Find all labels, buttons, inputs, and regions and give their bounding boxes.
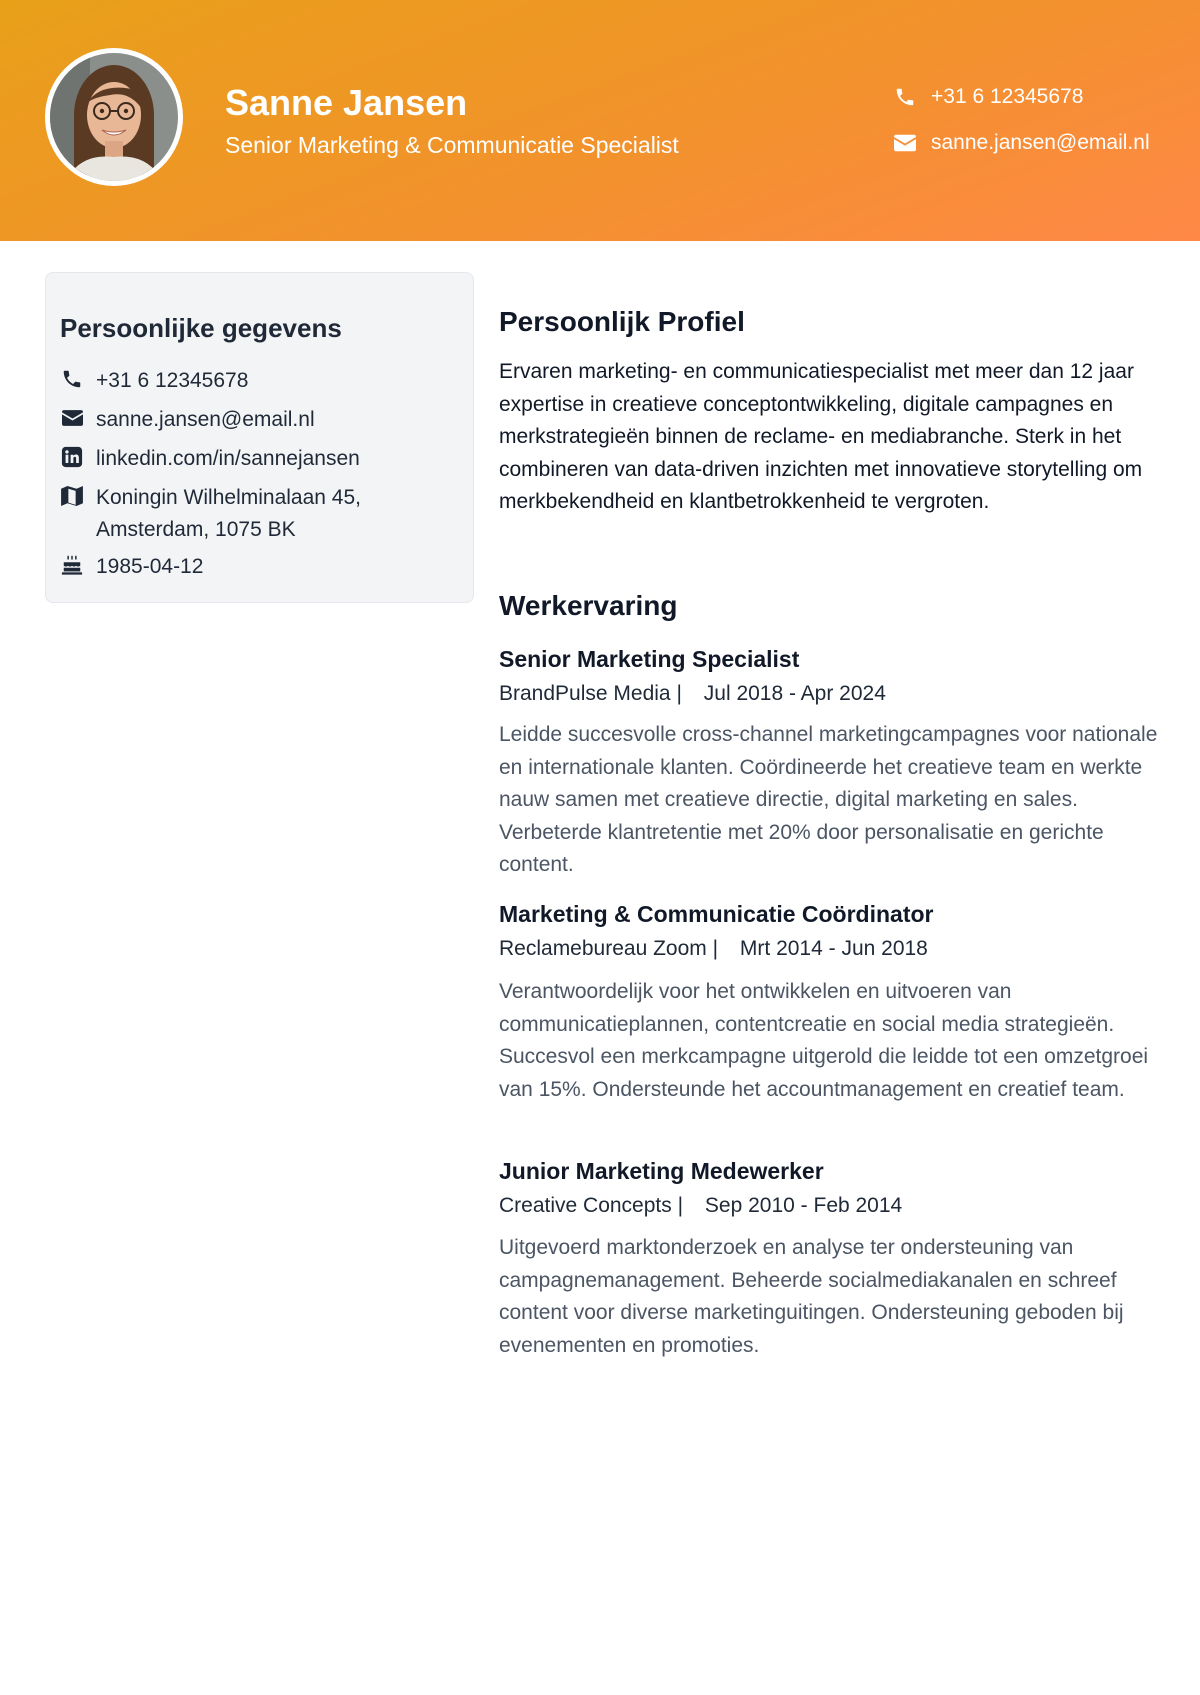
job-meta	[499, 682, 886, 706]
job-period: Sep 2010 - Feb 2014	[704, 1194, 903, 1217]
job-company: Reclamebureau Zoom	[499, 937, 707, 960]
job-company: BrandPulse Media	[499, 682, 671, 705]
envelope-icon	[60, 406, 84, 430]
phone-icon	[893, 85, 917, 109]
header-phone[interactable]	[893, 82, 1083, 112]
header-banner	[0, 0, 1200, 241]
sidebar-linkedin-text: linkedin.com/in/sannejansen	[96, 447, 360, 470]
cake-icon	[60, 553, 84, 577]
avatar	[45, 48, 183, 186]
candidate-name: Sanne Jansen	[225, 82, 468, 123]
candidate-subtitle: Senior Marketing & Communicatie Specialist	[225, 132, 679, 158]
personal-details-title: Persoonlijke gegevens	[60, 313, 342, 343]
linkedin-icon	[60, 445, 84, 469]
profile-text: Ervaren marketing- en communicatiespecialist met meer dan 12 jaar expertise in creatieve conceptontwikkeling, digitale campagnes en merkstrategieën binnen de reclame- en mediabranche. Sterk in het combineren van data-driven inzichten met innovatieve storytelling om merkbekendheid en klantbetrokkenheid te vergroten.	[499, 360, 1143, 513]
header-email-text: sanne.jansen@email.nl	[931, 131, 1150, 154]
header-phone-text: +31 6 12345678	[931, 85, 1084, 108]
job-title: Junior Marketing Medewerker	[499, 1158, 824, 1184]
job-period: Mrt 2014 - Jun 2018	[739, 937, 928, 960]
job-separator: |	[712, 937, 719, 960]
job-separator: |	[676, 682, 682, 705]
map-icon	[60, 484, 84, 508]
job-description: Uitgevoerd marktonderzoek en analyse ter ondersteuning van campagnemanagement. Beheerde socialmediakanalen en schreef content voor diverse marketinguitingen. Ondersteuning geboden bij evenementen en promoties.	[499, 1236, 1124, 1357]
phone-icon	[60, 367, 84, 391]
job-title: Marketing & Communicatie Coördinator	[499, 901, 934, 927]
sidebar-address	[60, 482, 361, 546]
job-description: Verantwoordelijk voor het ontwikkelen en uitvoeren van communicatieplannen, contentcreatie en social media strategieën. Succesvol een merkcampagne uitgerold die leidde tot een omzetgroei van 15%. Ondersteunde het accountmanagement en creatief team.	[499, 980, 1149, 1101]
job-description: Leidde succesvolle cross-channel marketingcampagnes voor nationale en internationale klanten. Coördineerde het creatieve team en werkte nauw samen met creatieve directie, digital marketing en sales. Verbeterde klantretentie met 20% door personalisatie en gerichte content.	[499, 723, 1158, 876]
job-company: Creative Concepts	[499, 1194, 672, 1217]
sidebar-birthdate	[60, 551, 203, 583]
sidebar-email[interactable]	[60, 404, 315, 436]
profile-section-title: Persoonlijk Profiel	[499, 306, 745, 337]
job-meta	[499, 1194, 902, 1218]
envelope-icon	[893, 131, 917, 155]
header-email[interactable]	[893, 128, 1150, 158]
profile-photo	[50, 53, 178, 181]
sidebar-birthdate-text: 1985-04-12	[96, 555, 204, 578]
job-meta	[499, 937, 928, 961]
job-title: Senior Marketing Specialist	[499, 646, 800, 672]
personal-details-card	[45, 272, 474, 603]
sidebar-phone-text: +31 6 12345678	[96, 369, 249, 392]
sidebar-address-line2: Amsterdam, 1075 BK	[96, 518, 296, 541]
job-separator: |	[677, 1194, 684, 1217]
sidebar-email-text: sanne.jansen@email.nl	[96, 408, 315, 431]
job-period: Jul 2018 - Apr 2024	[703, 682, 886, 705]
sidebar-linkedin[interactable]	[60, 443, 360, 475]
sidebar-address-line1: Koningin Wilhelminalaan 45,	[96, 486, 361, 509]
sidebar-phone[interactable]	[60, 365, 248, 397]
experience-section-title: Werkervaring	[499, 590, 678, 621]
